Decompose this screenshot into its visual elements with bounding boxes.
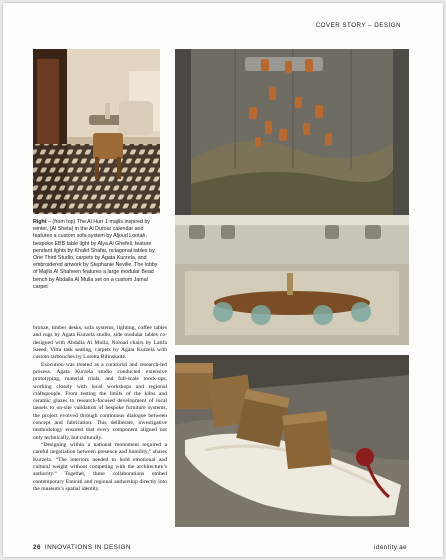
body-paragraph: bronze, timber desks, sofa systems, lighting, coffee tables and rugs by Agata Kurzela studio, side modular tables co-designed with Abdalla Al Mulla, Nomad chairs by Latifa Saeed, Vitra task seating, carpets by Agata Kurzela with custom tarbouches by Loretta Bilinskaite. xyxy=(33,325,167,361)
magazine-page xyxy=(3,3,443,557)
photo-bead-bench-image xyxy=(175,355,409,527)
caption-text: – (from top) The Al Hurr 1 majlis inspired by winter, (Al Sheta) in the Al Durour calendar and features a custom sofa system by Aljoud Lootah, bespoke EBB table light by Alya Al Ghefeli, feature pendant lights by Khalid Shafar, octagonal tables by One Third Studio, carpets by Agata Kurzela, and embroidered artwork by Stephanie Neville. The lobby of Majlis Al Shaheen features a large modular Bead bench by Abdalla Al Mulla set on a custom Jamal carpet xyxy=(33,219,158,290)
photo-lattice-room xyxy=(33,49,160,214)
body-paragraph: Execution was treated as a curatorial and research-led process. Agata Kurzela studio conducted extensive prototyping, material trials, and full-scale mock-ups, working closely with local workshops and regional craftspeople. From testing the limits of the kilns and ceramic glazes to research-focused development of local tassels to on-site validation of bespoke furniture systems, the project evolved through continuous dialogue between concept and fabrication. This deliberate, investigative methodology ensured that every component aligned not only technically, but culturally. xyxy=(33,361,167,441)
photo-majlis-winter xyxy=(175,49,409,345)
photo-caption xyxy=(33,219,163,291)
footer-section: INNOVATIONS IN DESIGN xyxy=(44,544,131,551)
photo-majlis-winter-image xyxy=(175,49,409,345)
photo-lattice-room-image xyxy=(33,49,160,214)
caption-lead: Right xyxy=(33,219,47,225)
page-number: 26 xyxy=(33,544,41,551)
footer-site: identity.ae xyxy=(373,544,407,551)
photo-bead-bench xyxy=(175,355,409,527)
article-body xyxy=(33,325,167,493)
body-paragraph: “Designing within a national monument required a careful negotiation between presence and humility,” shares Kurzela. “The interiors needed to hold emotional and cultural weight without competing with the architecture’s authority.” Together, these collaborations embed contemporary Emirati and regional authorship directly into the museum’s spatial identity. xyxy=(33,442,167,492)
section-header: COVER STORY – DESIGN xyxy=(315,22,401,29)
page-footer-left xyxy=(33,544,131,551)
